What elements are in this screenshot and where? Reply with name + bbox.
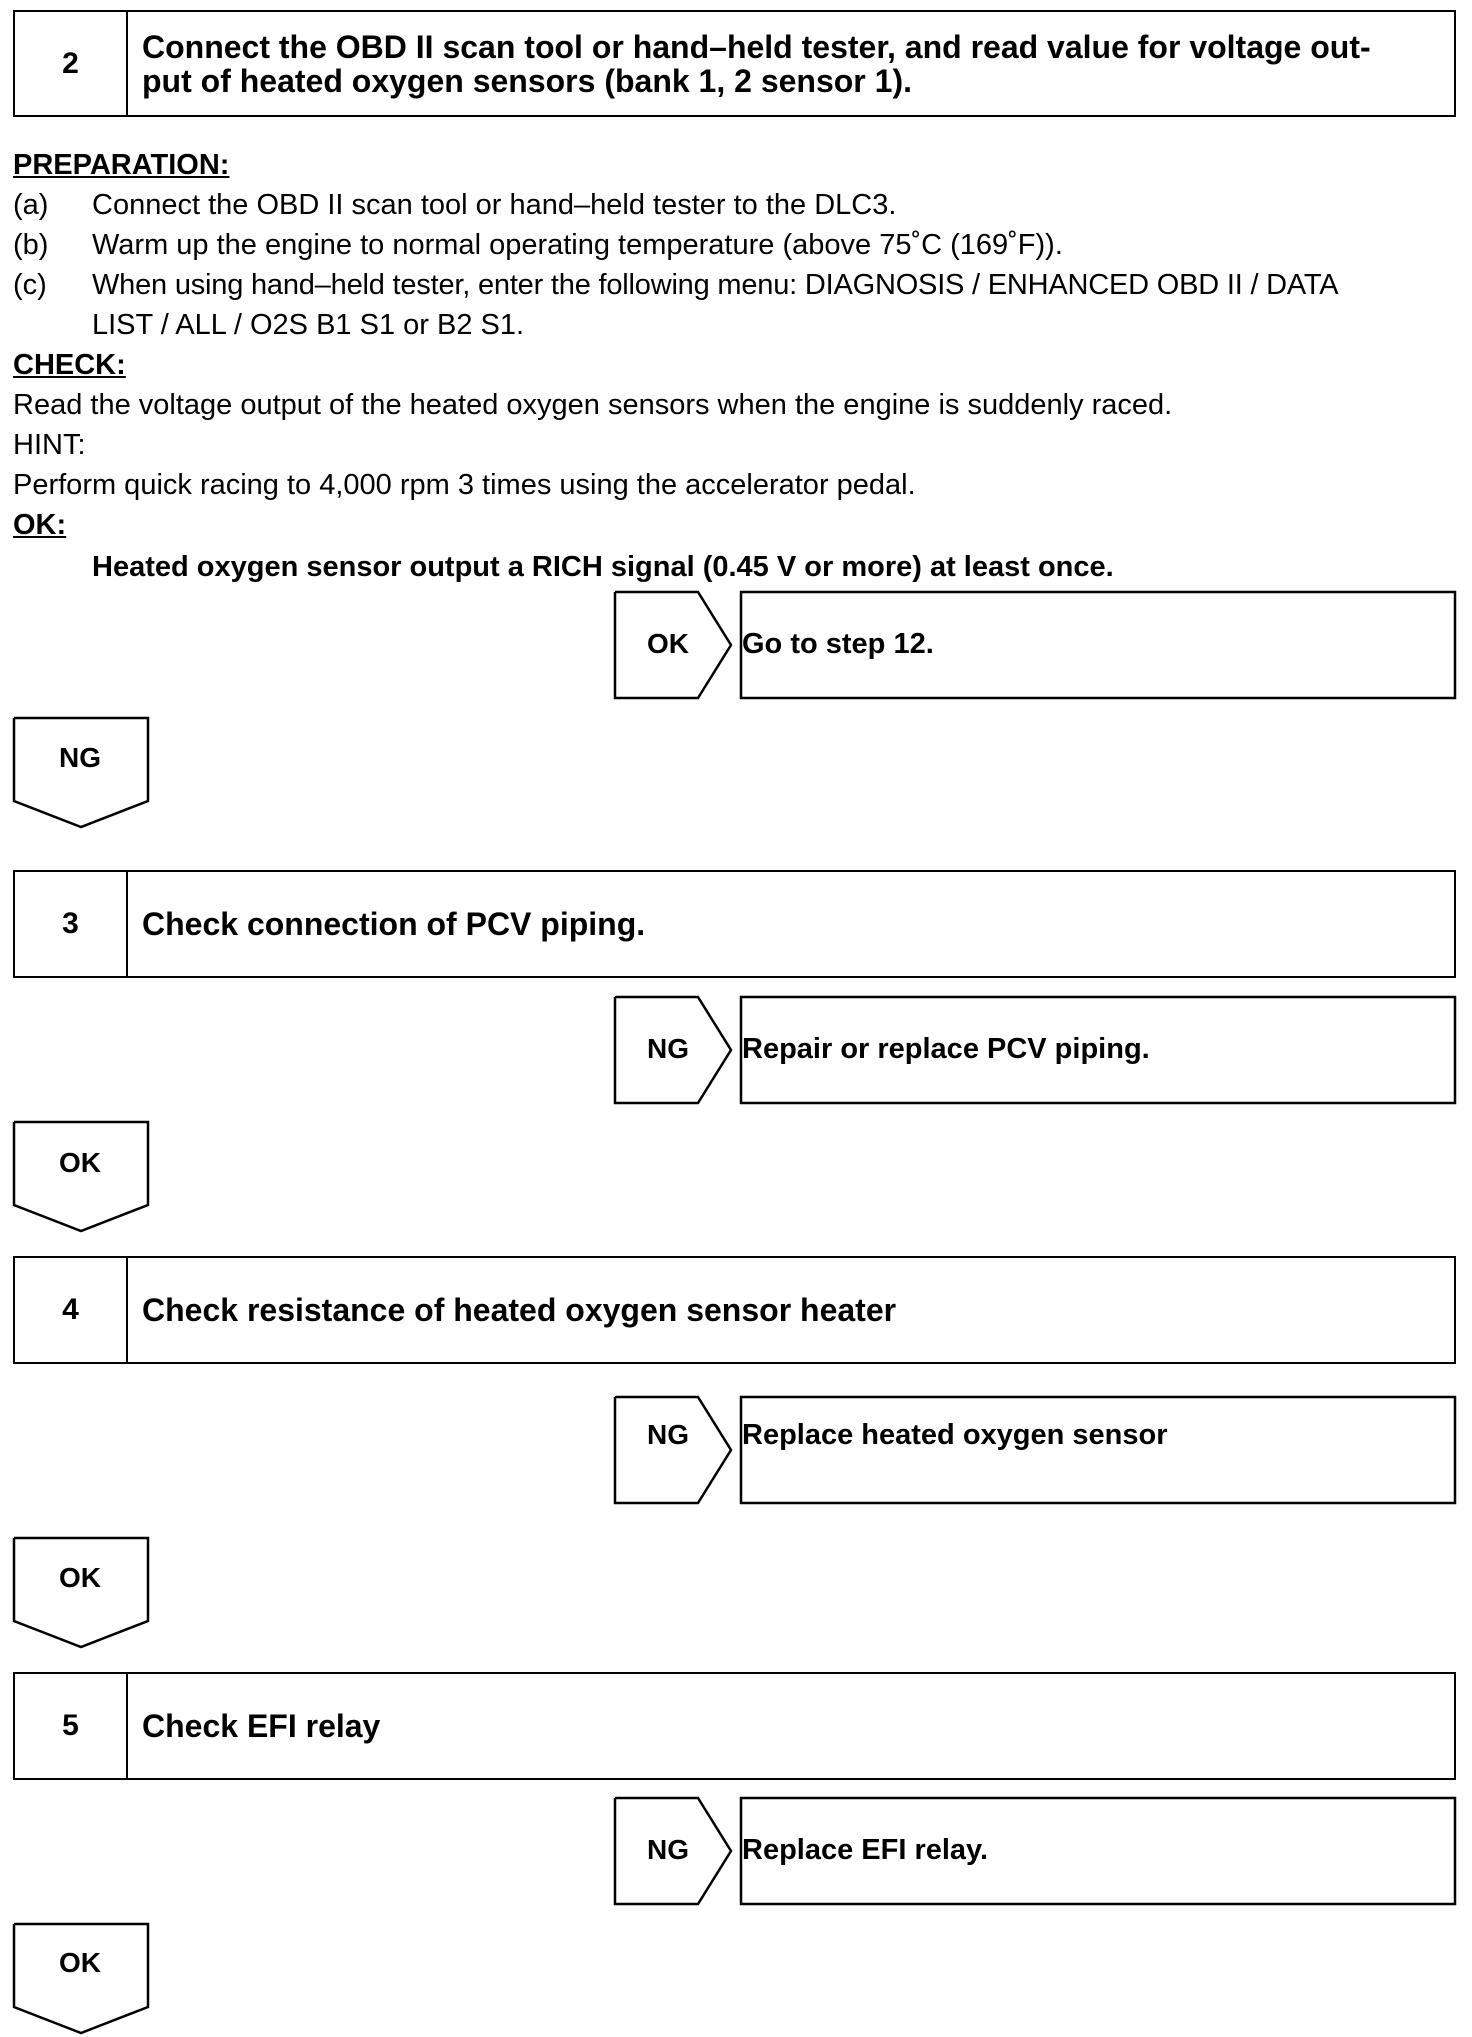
check-text: Read the voltage output of the heated oxygen sensors when the engine is suddenly raced. [13, 389, 1173, 421]
step-2-title [128, 12, 1454, 115]
preparation-item-c-label: (c) [13, 269, 47, 301]
ok-criteria-text: Heated oxygen sensor output a RICH signal (0.45 V or more) at least once. [92, 551, 1114, 583]
ok-heading: OK: [13, 509, 67, 541]
step-4-number: 4 [15, 1258, 128, 1362]
check-heading: CHECK: [13, 349, 126, 381]
step-4-result-tag: NG [647, 1419, 689, 1450]
step-2-result-text: Go to step 12. [742, 628, 934, 660]
step-2-number: 2 [15, 12, 128, 115]
step-5-result-text: Replace EFI relay. [742, 1834, 989, 1866]
step-2-flow-tag: NG [59, 742, 101, 773]
preparation-item-c-continued: LIST / ALL / O2S B1 S1 or B2 S1. [92, 309, 525, 341]
step-4-header [13, 1256, 1456, 1364]
step-4-title: Check resistance of heated oxygen sensor heater [142, 1292, 897, 1328]
preparation-heading: PREPARATION: [13, 149, 230, 181]
step-5-title: Check EFI relay [142, 1708, 381, 1744]
preparation-item-c-text: When using hand–held tester, enter the following menu: DIAGNOSIS / ENHANCED OBD II / DATA [92, 269, 1339, 301]
step-3-result-text: Repair or replace PCV piping. [742, 1033, 1150, 1065]
step-5-number: 5 [15, 1674, 128, 1778]
step-3-result-tag: NG [647, 1033, 689, 1064]
step-2-title-line1: Connect the OBD II scan tool or hand–held tester, and read value for voltage out- [142, 28, 1371, 65]
hint-text: Perform quick racing to 4,000 rpm 3 times using the accelerator pedal. [13, 469, 916, 501]
step-3-title: Check connection of PCV piping. [142, 906, 646, 942]
step-3-header [13, 870, 1456, 978]
step-5-header [13, 1672, 1456, 1780]
hint-label: HINT: [13, 429, 86, 461]
step-3-number: 3 [15, 872, 128, 976]
step-4-flow-tag: OK [59, 1562, 101, 1593]
step-2-result-tag: OK [647, 628, 689, 659]
preparation-item-a-text: Connect the OBD II scan tool or hand–held tester to the DLC3. [92, 189, 897, 221]
preparation-item-b-label: (b) [13, 229, 49, 261]
step-2-header [13, 10, 1456, 117]
step-3-flow-tag: OK [59, 1147, 101, 1178]
preparation-item-a-label: (a) [13, 189, 49, 221]
step-5-flow-tag: OK [59, 1947, 101, 1978]
step-5-result-tag: NG [647, 1834, 689, 1865]
step-2-title-line2: put of heated oxygen sensors (bank 1, 2 sensor 1). [142, 62, 912, 99]
preparation-item-b-text: Warm up the engine to normal operating temperature (above 75˚C (169˚F)). [92, 229, 1063, 261]
step-4-result-text: Replace heated oxygen sensor [742, 1419, 1168, 1451]
